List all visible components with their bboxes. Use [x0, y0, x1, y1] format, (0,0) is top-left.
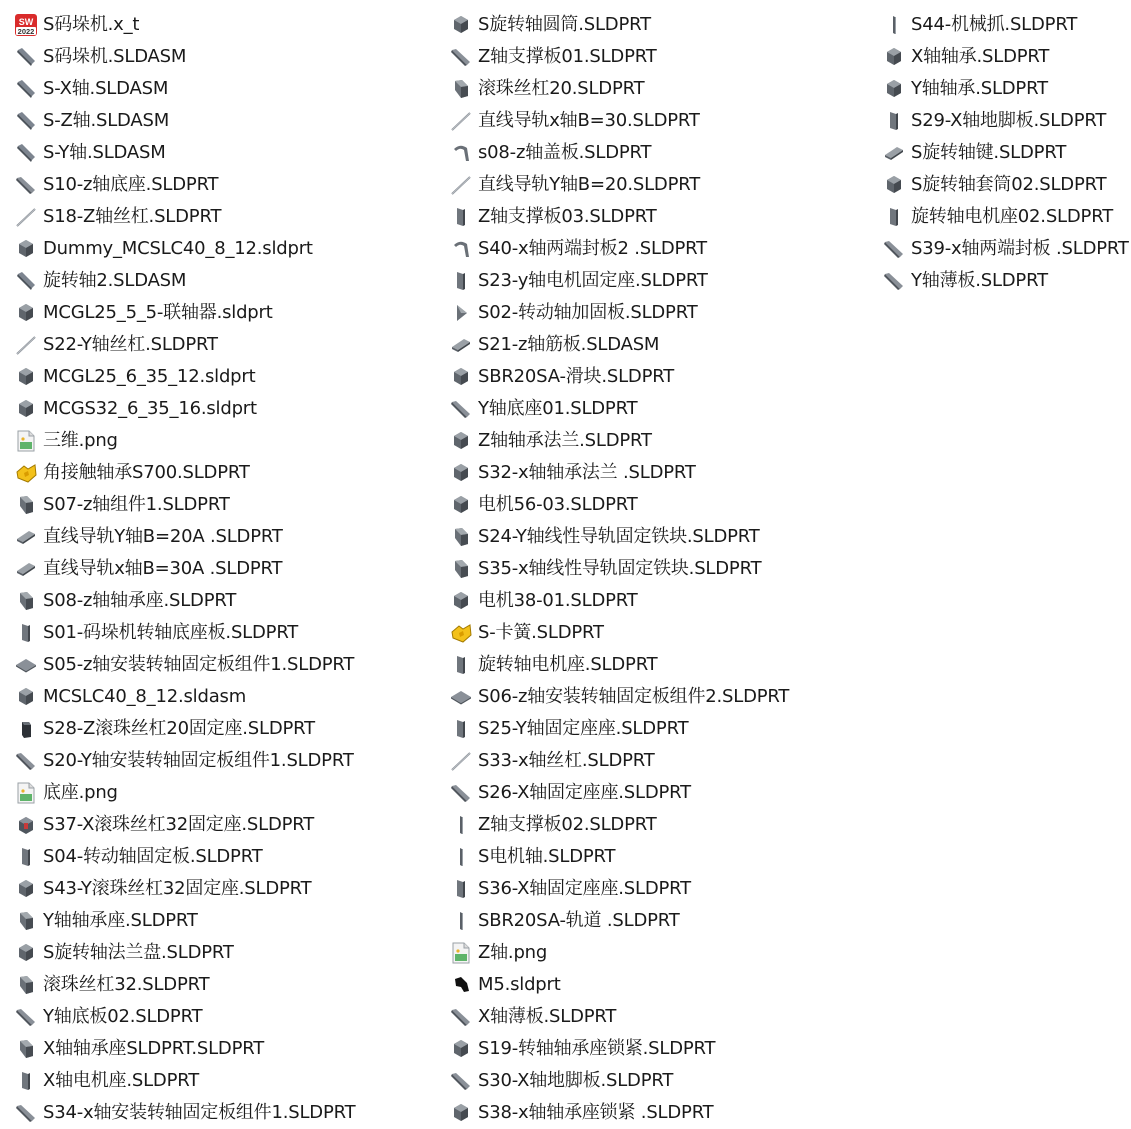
cylinder-part-icon [882, 45, 906, 69]
file-item[interactable] [14, 361, 434, 393]
file-name-label: Z轴轴承法兰.SLDPRT [478, 430, 652, 451]
file-name-label: 旋转轴电机座02.SLDPRT [911, 206, 1113, 227]
cylinder-part-icon [449, 589, 473, 613]
file-name-label: S旋转轴法兰盘.SLDPRT [43, 942, 234, 963]
file-item[interactable] [449, 1065, 869, 1097]
plate-part-icon [882, 109, 906, 133]
file-item[interactable] [14, 329, 434, 361]
plate-part-icon [449, 717, 473, 741]
file-name-label: S35-x轴线性导轨固定铁块.SLDPRT [478, 558, 762, 579]
file-name-label: X轴轴承.SLDPRT [911, 46, 1050, 67]
file-item[interactable] [14, 169, 434, 201]
cylinder-part-icon [14, 237, 38, 261]
file-item[interactable] [14, 681, 434, 713]
file-name-label: S码垛机.x_t [43, 14, 140, 35]
file-item[interactable] [14, 585, 434, 617]
file-item[interactable] [449, 617, 869, 649]
file-name-label: M5.sldprt [478, 974, 561, 995]
long-bar-part-icon [449, 45, 473, 69]
file-name-label: MCGS32_6_35_16.sldprt [43, 398, 257, 419]
dark-block-part-icon [14, 717, 38, 741]
file-item[interactable] [449, 233, 869, 265]
file-name-label: 电机38-01.SLDPRT [478, 590, 638, 611]
file-item[interactable] [14, 137, 434, 169]
file-name-label: 直线导轨Y轴B=20.SLDPRT [478, 174, 701, 195]
file-item[interactable] [14, 41, 434, 73]
black-part-icon [449, 973, 473, 997]
file-name-label: 直线导轨Y轴B=20A .SLDPRT [43, 526, 283, 547]
assembly-icon [14, 77, 38, 101]
file-item[interactable] [449, 361, 869, 393]
file-item[interactable] [449, 873, 869, 905]
cylinder-part-icon [882, 77, 906, 101]
file-item[interactable] [14, 1065, 434, 1097]
assembly-icon [14, 109, 38, 133]
cylinder-part-icon [14, 397, 38, 421]
file-item[interactable] [449, 809, 869, 841]
cylinder-part-icon [449, 13, 473, 37]
file-item[interactable] [449, 905, 869, 937]
file-item[interactable] [14, 649, 434, 681]
plate-part-icon [14, 1069, 38, 1093]
long-bar-part-icon [449, 1005, 473, 1029]
plate-part-icon [449, 877, 473, 901]
file-name-label: MCGL25_6_35_12.sldprt [43, 366, 256, 387]
block-part-icon [14, 589, 38, 613]
file-name-label: S码垛机.SLDASM [43, 46, 187, 67]
assembly-icon [14, 269, 38, 293]
thin-rod-part-icon [449, 749, 473, 773]
file-item[interactable] [449, 1033, 869, 1065]
file-item[interactable] [882, 201, 1131, 233]
file-name-label: S30-X轴地脚板.SLDPRT [478, 1070, 674, 1091]
file-item[interactable] [14, 425, 434, 457]
file-name-label: S-Y轴.SLDASM [43, 142, 166, 163]
file-name-label: MCSLC40_8_12.sldasm [43, 686, 247, 707]
file-item[interactable] [449, 713, 869, 745]
slim-plate-part-icon [449, 909, 473, 933]
file-item[interactable] [14, 457, 434, 489]
file-name-label: S18-Z轴丝杠.SLDPRT [43, 206, 222, 227]
file-item[interactable] [449, 489, 869, 521]
file-name-label: S-X轴.SLDASM [43, 78, 169, 99]
file-name-label: S-Z轴.SLDASM [43, 110, 170, 131]
file-name-label: S电机轴.SLDPRT [478, 846, 616, 867]
file-name-label: S05-z轴安装转轴固定板组件1.SLDPRT [43, 654, 355, 675]
file-item[interactable] [449, 649, 869, 681]
file-item[interactable] [449, 169, 869, 201]
file-name-label: S44-机械抓.SLDPRT [911, 14, 1078, 35]
file-name-label: S24-Y轴线性导轨固定铁块.SLDPRT [478, 526, 760, 547]
file-item[interactable] [882, 73, 1131, 105]
long-bar-part-icon [882, 237, 906, 261]
file-name-label: S04-转动轴固定板.SLDPRT [43, 846, 263, 867]
file-item[interactable] [14, 1097, 434, 1129]
file-column-2 [449, 9, 869, 1129]
cylinder-part-icon [14, 685, 38, 709]
file-item[interactable] [449, 777, 869, 809]
file-name-label: Z轴.png [478, 942, 548, 963]
file-item[interactable] [882, 137, 1131, 169]
file-item[interactable] [449, 9, 869, 41]
long-bar-part-icon [14, 1005, 38, 1029]
assembly-icon [14, 45, 38, 69]
cylinder-part-icon [449, 461, 473, 485]
file-item[interactable] [449, 297, 869, 329]
file-name-label: S06-z轴安装转轴固定板组件2.SLDPRT [478, 686, 790, 707]
file-name-label: S-卡簧.SLDPRT [478, 622, 604, 643]
file-name-label: S29-X轴地脚板.SLDPRT [911, 110, 1107, 131]
file-item[interactable] [449, 969, 869, 1001]
file-name-label: S33-x轴丝杠.SLDPRT [478, 750, 655, 771]
file-item[interactable] [449, 265, 869, 297]
cylinder-part-icon [449, 429, 473, 453]
file-item[interactable] [14, 489, 434, 521]
file-item[interactable] [14, 873, 434, 905]
file-name-label: s08-z轴盖板.SLDPRT [478, 142, 652, 163]
plate-part-icon [882, 205, 906, 229]
file-item[interactable] [882, 169, 1131, 201]
slim-plate-part-icon [449, 845, 473, 869]
file-item[interactable] [14, 73, 434, 105]
svg-text:SW: SW [18, 17, 34, 27]
file-name-label: X轴电机座.SLDPRT [43, 1070, 200, 1091]
file-item[interactable] [882, 105, 1131, 137]
file-item[interactable] [14, 9, 434, 41]
file-item[interactable] [449, 329, 869, 361]
long-bar-part-icon [14, 1101, 38, 1125]
png-image-icon [14, 429, 38, 453]
cylinder-part-icon [449, 1037, 473, 1061]
file-name-label: S08-z轴轴承座.SLDPRT [43, 590, 237, 611]
svg-text:2022: 2022 [17, 27, 35, 36]
file-name-label: Y轴薄板.SLDPRT [911, 270, 1048, 291]
yellow-part-icon [449, 621, 473, 645]
file-name-label: S20-Y轴安装转轴固定板组件1.SLDPRT [43, 750, 354, 771]
yellow-part-icon [14, 461, 38, 485]
file-name-label: S旋转轴圆筒.SLDPRT [478, 14, 651, 35]
file-item[interactable] [14, 105, 434, 137]
file-name-label: 直线导轨x轴B=30.SLDPRT [478, 110, 700, 131]
slim-plate-part-icon [882, 13, 906, 37]
file-item[interactable] [449, 201, 869, 233]
file-name-label: S旋转轴套筒02.SLDPRT [911, 174, 1107, 195]
file-name-label: S32-x轴轴承法兰 .SLDPRT [478, 462, 696, 483]
png-image-icon [449, 941, 473, 965]
plate-part-icon [14, 621, 38, 645]
file-item[interactable] [882, 41, 1131, 73]
file-name-label: S22-Y轴丝杠.SLDPRT [43, 334, 218, 355]
block-part-icon [14, 1037, 38, 1061]
block-part-icon [14, 493, 38, 517]
bracket-part-icon [449, 141, 473, 165]
file-name-label: 角接触轴承S700.SLDPRT [43, 462, 250, 483]
file-name-label: 旋转轴2.SLDASM [43, 270, 187, 291]
plate-part-icon [14, 845, 38, 869]
file-item[interactable] [449, 105, 869, 137]
file-item[interactable] [14, 521, 434, 553]
file-item[interactable] [449, 585, 869, 617]
long-bar-part-icon [882, 269, 906, 293]
file-item[interactable] [14, 297, 434, 329]
file-name-label: S40-x轴两端封板2 .SLDPRT [478, 238, 707, 259]
rail-part-icon [14, 557, 38, 581]
solidworks-2022-app-icon [14, 13, 38, 37]
file-name-label: 滚珠丝杠20.SLDPRT [478, 78, 645, 99]
file-item[interactable] [14, 1033, 434, 1065]
plate-part-icon [449, 653, 473, 677]
file-item[interactable] [882, 9, 1131, 41]
diamond-part-icon [449, 685, 473, 709]
file-name-label: S37-X滚珠丝杠32固定座.SLDPRT [43, 814, 315, 835]
file-name-label: Y轴轴承座.SLDPRT [43, 910, 198, 931]
file-name-label: S26-X轴固定座座.SLDPRT [478, 782, 691, 803]
file-name-label: 底座.png [43, 782, 118, 803]
file-name-label: Y轴底座01.SLDPRT [478, 398, 638, 419]
file-name-label: SBR20SA-轨道 .SLDPRT [478, 910, 680, 931]
file-item[interactable] [449, 745, 869, 777]
file-name-label: S23-y轴电机固定座.SLDPRT [478, 270, 708, 291]
slim-plate-part-icon [449, 813, 473, 837]
file-item[interactable] [14, 265, 434, 297]
file-name-label: 旋转轴电机座.SLDPRT [478, 654, 658, 675]
cylinder-part-icon [14, 301, 38, 325]
file-item[interactable] [449, 393, 869, 425]
block-part-icon [449, 77, 473, 101]
file-item[interactable] [14, 1001, 434, 1033]
file-item[interactable] [14, 905, 434, 937]
block-part-icon [449, 557, 473, 581]
long-bar-part-icon [449, 397, 473, 421]
file-column-1 [14, 9, 434, 1129]
file-item[interactable] [14, 745, 434, 777]
block-part-icon [14, 909, 38, 933]
file-item[interactable] [449, 73, 869, 105]
rail-part-icon [14, 525, 38, 549]
file-item[interactable] [449, 457, 869, 489]
file-item[interactable] [449, 937, 869, 969]
file-name-label: S36-X轴固定座座.SLDPRT [478, 878, 691, 899]
file-item[interactable] [14, 393, 434, 425]
file-name-label: X轴薄板.SLDPRT [478, 1006, 617, 1027]
thin-rod-part-icon [449, 109, 473, 133]
file-item[interactable] [449, 137, 869, 169]
file-name-label: S38-x轴轴承座锁紧 .SLDPRT [478, 1102, 714, 1123]
thin-rod-part-icon [14, 205, 38, 229]
file-item[interactable] [449, 1001, 869, 1033]
file-name-label: Z轴支撑板03.SLDPRT [478, 206, 657, 227]
file-item[interactable] [449, 425, 869, 457]
triangle-part-icon [449, 301, 473, 325]
file-name-label: 电机56-03.SLDPRT [478, 494, 638, 515]
plate-part-icon [449, 269, 473, 293]
file-name-label: S旋转轴键.SLDPRT [911, 142, 1067, 163]
file-item[interactable] [449, 553, 869, 585]
file-name-label: Y轴轴承.SLDPRT [911, 78, 1048, 99]
file-name-label: S10-z轴底座.SLDPRT [43, 174, 219, 195]
file-name-label: Z轴支撑板02.SLDPRT [478, 814, 657, 835]
red-block-part-icon [14, 813, 38, 837]
block-part-icon [14, 973, 38, 997]
file-item[interactable] [14, 777, 434, 809]
file-item[interactable] [14, 969, 434, 1001]
long-bar-part-icon [449, 1069, 473, 1093]
file-name-label: S39-x轴两端封板 .SLDPRT [911, 238, 1129, 259]
file-item[interactable] [14, 809, 434, 841]
file-item[interactable] [882, 265, 1131, 297]
block-part-icon [449, 525, 473, 549]
assembly-icon [14, 141, 38, 165]
file-name-label: Dummy_MCSLC40_8_12.sldprt [43, 238, 313, 259]
file-item[interactable] [14, 617, 434, 649]
file-name-label: S07-z轴组件1.SLDPRT [43, 494, 230, 515]
file-name-label: Z轴支撑板01.SLDPRT [478, 46, 657, 67]
bracket-part-icon [449, 237, 473, 261]
file-item[interactable] [449, 681, 869, 713]
file-column-3 [882, 9, 1131, 297]
file-name-label: S43-Y滚珠丝杠32固定座.SLDPRT [43, 878, 312, 899]
file-item[interactable] [14, 937, 434, 969]
file-name-label: S25-Y轴固定座座.SLDPRT [478, 718, 689, 739]
file-name-label: S28-Z滚珠丝杠20固定座.SLDPRT [43, 718, 315, 739]
thin-rod-part-icon [449, 173, 473, 197]
cylinder-part-icon [449, 1101, 473, 1125]
png-image-icon [14, 781, 38, 805]
file-name-label: S02-转动轴加固板.SLDPRT [478, 302, 698, 323]
long-bar-part-icon [14, 749, 38, 773]
long-bar-part-icon [14, 173, 38, 197]
cylinder-part-icon [449, 493, 473, 517]
cylinder-part-icon [882, 173, 906, 197]
file-item[interactable] [882, 233, 1131, 265]
file-item[interactable] [14, 233, 434, 265]
file-name-label: S01-码垛机转轴底座板.SLDPRT [43, 622, 299, 643]
file-name-label: MCGL25_5_5-联轴器.sldprt [43, 302, 273, 323]
cylinder-part-icon [14, 941, 38, 965]
cylinder-part-icon [449, 365, 473, 389]
file-item[interactable] [14, 201, 434, 233]
file-item[interactable] [14, 713, 434, 745]
file-name-label: S19-转轴轴承座锁紧.SLDPRT [478, 1038, 716, 1059]
cylinder-part-icon [14, 365, 38, 389]
file-name-label: 滚珠丝杠32.SLDPRT [43, 974, 210, 995]
file-name-label: SBR20SA-滑块.SLDPRT [478, 366, 675, 387]
long-bar-part-icon [449, 781, 473, 805]
file-name-label: 三维.png [43, 430, 118, 451]
diamond-part-icon [14, 653, 38, 677]
file-name-label: S34-x轴安装转轴固定板组件1.SLDPRT [43, 1102, 356, 1123]
file-item[interactable] [14, 553, 434, 585]
rail-part-icon [449, 333, 473, 357]
file-item[interactable] [14, 841, 434, 873]
file-name-label: X轴轴承座SLDPRT.SLDPRT [43, 1038, 265, 1059]
file-name-label: 直线导轨x轴B=30A .SLDPRT [43, 558, 283, 579]
plate-part-icon [449, 205, 473, 229]
file-item[interactable] [449, 841, 869, 873]
file-item[interactable] [449, 521, 869, 553]
file-name-label: S21-z轴筋板.SLDASM [478, 334, 660, 355]
thin-rod-part-icon [14, 333, 38, 357]
rail-part-icon [882, 141, 906, 165]
file-item[interactable] [449, 1097, 869, 1129]
cylinder-part-icon [14, 877, 38, 901]
file-item[interactable] [449, 41, 869, 73]
file-name-label: Y轴底板02.SLDPRT [43, 1006, 203, 1027]
